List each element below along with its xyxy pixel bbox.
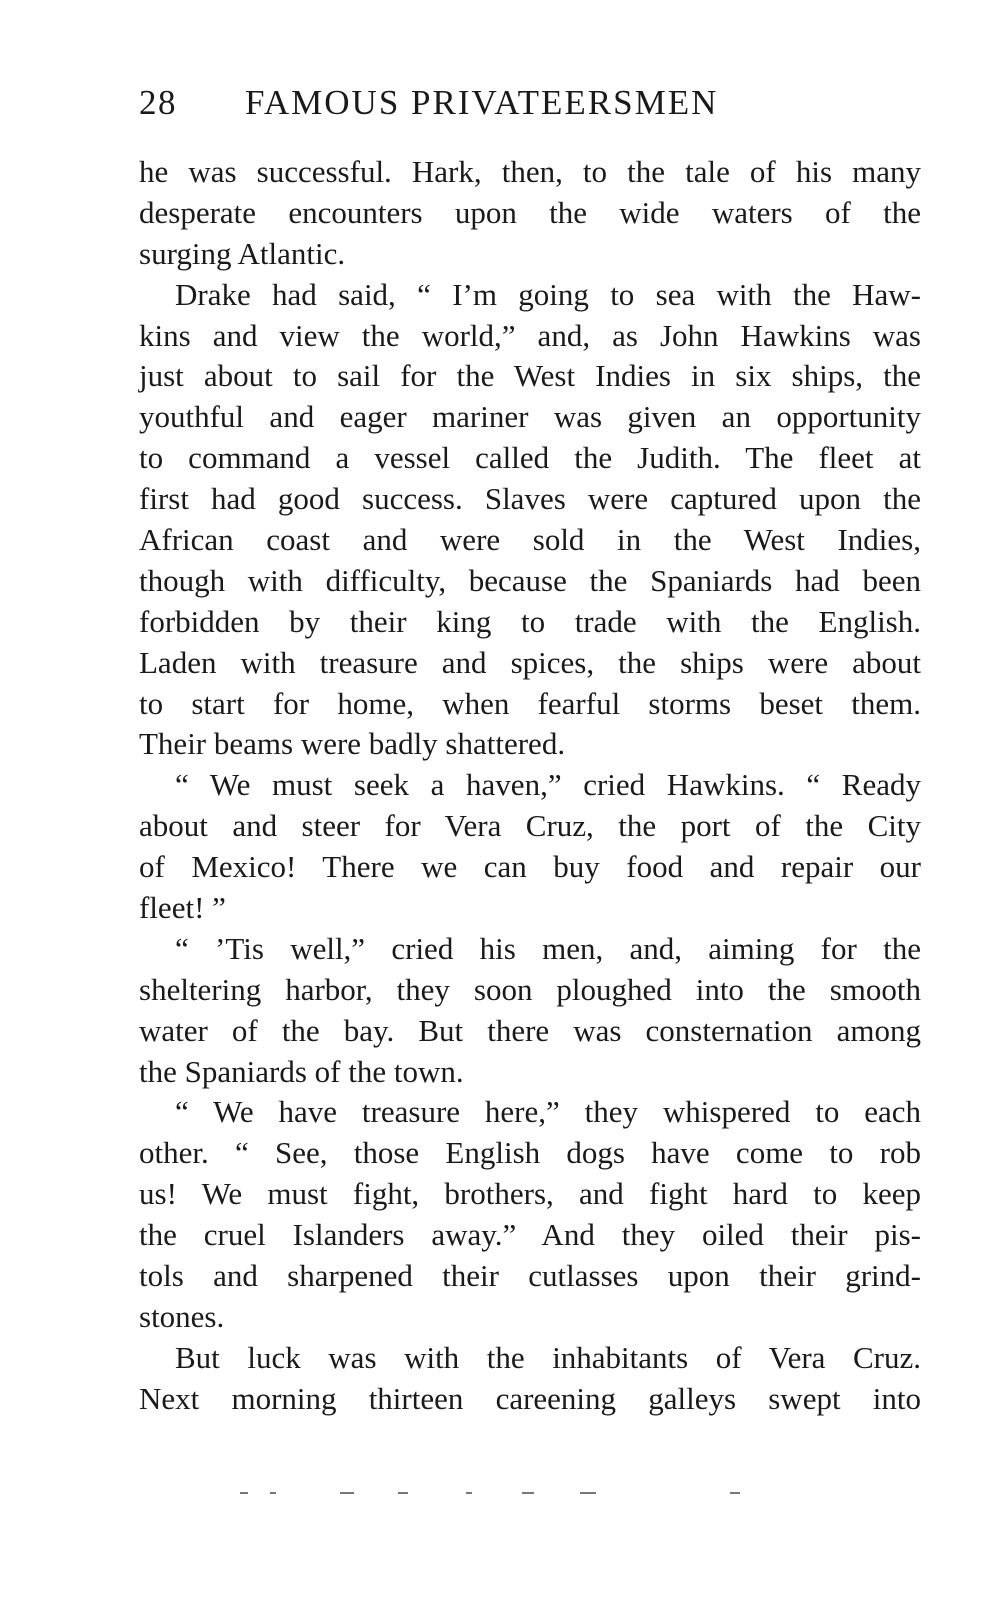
text-line: “ We must seek a haven,” cried Hawkins. “ Ready (175, 767, 921, 803)
text-line: us! We must fight, brothers, and fight hard to keep (139, 1176, 921, 1212)
text-line: African coast and were sold in the West Indies, (139, 522, 921, 558)
page-number: 28 (139, 83, 177, 122)
paragraph (139, 275, 921, 766)
paragraph (139, 765, 921, 929)
text-line: “ ’Tis well,” cried his men, and, aiming for the (175, 930, 921, 966)
body-text (139, 152, 921, 1420)
text-line: first had good success. Slaves were captured upon the (139, 481, 921, 517)
text-line: tols and sharpened their cutlasses upon their grind- (139, 1258, 921, 1294)
text-line: desperate encounters upon the wide waters of the (139, 194, 921, 230)
text-line: the cruel Islanders away.” And they oiled their pis- (139, 1217, 921, 1253)
text-line: to start for home, when fearful storms beset them. (139, 685, 921, 721)
text-line: Next morning thirteen careening galleys swept into (139, 1380, 921, 1416)
text-line: But luck was with the inhabitants of Vera Cruz. (175, 1339, 921, 1375)
paragraph (139, 1338, 921, 1420)
text-line: youthful and eager mariner was given an opportunity (139, 399, 921, 435)
book-page (139, 72, 921, 1420)
page-header (139, 72, 921, 134)
print-artifact-marks (230, 1492, 750, 1498)
text-line: sheltering harbor, they soon ploughed into the smooth (139, 971, 921, 1007)
text-line: Laden with treasure and spices, the ships were about (139, 644, 921, 680)
text-line: stones. (139, 1298, 225, 1334)
text-line: other. “ See, those English dogs have come to rob (139, 1135, 921, 1171)
paragraph (139, 152, 921, 275)
running-title: FAMOUS PRIVATEERSMEN (245, 83, 719, 122)
paragraph (139, 1092, 921, 1337)
text-line: Drake had said, “ I’m going to sea with the Haw- (175, 276, 921, 312)
text-line: about and steer for Vera Cruz, the port of the City (139, 808, 921, 844)
text-line: the Spaniards of the town. (139, 1053, 464, 1089)
text-line: just about to sail for the West Indies in six ships, the (139, 358, 921, 394)
text-line: “ We have treasure here,” they whispered to each (175, 1094, 921, 1130)
text-line: of Mexico! There we can buy food and repair our (139, 849, 921, 885)
text-line: Their beams were badly shattered. (139, 726, 566, 762)
text-line: forbidden by their king to trade with the English. (139, 603, 921, 639)
text-line: kins and view the world,” and, as John Hawkins was (139, 317, 921, 353)
text-line: surging Atlantic. (139, 235, 346, 271)
text-line: to command a vessel called the Judith. The fleet at (139, 440, 921, 476)
paragraph (139, 929, 921, 1093)
text-line: water of the bay. But there was consternation among (139, 1012, 921, 1048)
text-line: though with difficulty, because the Spaniards had been (139, 562, 921, 598)
text-line: fleet! ” (139, 890, 226, 926)
text-line: he was successful. Hark, then, to the tale of his many (139, 154, 921, 189)
